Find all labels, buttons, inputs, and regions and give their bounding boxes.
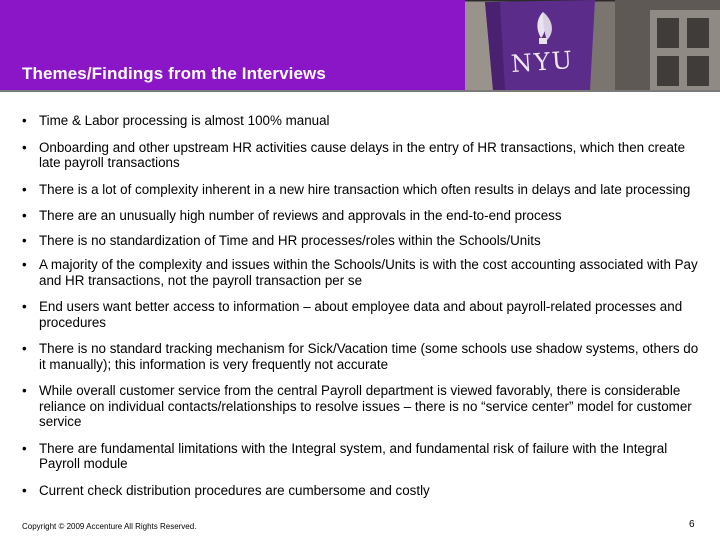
bullet-text: Current check distribution procedures are cumbersome and costly	[39, 482, 430, 498]
bullet-dot: •	[22, 139, 27, 155]
bullet-dot: •	[22, 232, 27, 248]
bullet-dot: •	[22, 181, 27, 197]
bullet-text: Onboarding and other upstream HR activities cause delays in the entry of HR transactions, which then create late payroll transactions	[39, 139, 686, 170]
bullet-text: End users want better access to information – about employee data and about payroll-related processes and procedures	[39, 299, 683, 330]
title-banner	[0, 0, 465, 90]
flag-text: NYU	[510, 45, 575, 79]
page-number: 6	[689, 519, 695, 530]
nyu-flag-photo	[465, 0, 720, 90]
bullet-dot: •	[22, 257, 27, 272]
bullet-item	[22, 441, 702, 472]
bullet-dot: •	[22, 208, 27, 223]
bullet-item	[22, 113, 702, 129]
bullet-text: A majority of the complexity and issues within the Schools/Units is with the cost accounting associated with Pay and HR transactions, not the payroll transaction per se	[39, 257, 698, 288]
nyu-flag-illustration	[465, 0, 720, 90]
bullet-dot: •	[22, 440, 27, 456]
bullet-text: There is no standardization of Time and HR processes/roles within the Schools/Units	[39, 232, 541, 248]
bullet-text: While overall customer service from the central Payroll department is viewed favorably, there is considerable reliance on individual contacts/relationships to resolve issues – there is no “service center” model for customer service	[39, 383, 692, 429]
bullet-dot: •	[22, 482, 27, 498]
bullet-dot: •	[22, 299, 27, 314]
bullet-text: Time & Labor processing is almost 100% manual	[39, 113, 330, 128]
bullet-text: There are fundamental limitations with the Integral system, and fundamental risk of failure with the Integral Payroll module	[39, 440, 668, 471]
bullet-item	[22, 182, 702, 198]
bullet-item	[22, 208, 702, 224]
bullet-item	[22, 299, 702, 330]
bullet-item	[22, 483, 702, 499]
slide-title: Themes/Findings from the Interviews	[22, 64, 326, 83]
bullet-dot: •	[22, 383, 27, 398]
bullet-text: There is no standard tracking mechanism for Sick/Vacation time (some schools use shadow systems, others do it manually); this information is very frequently not accurate	[39, 341, 699, 372]
bullet-list	[22, 113, 702, 498]
bullet-item	[22, 341, 702, 372]
bullet-item	[22, 383, 702, 430]
copyright-footer: Copyright © 2009 Accenture All Rights Reserved.	[22, 522, 197, 531]
bullet-item	[22, 140, 702, 171]
bullet-text: There is a lot of complexity inherent in a new hire transaction which often results in delays and late processing	[39, 181, 691, 197]
bullet-text: There are an unusually high number of reviews and approvals in the end-to-end process	[39, 208, 562, 223]
bullet-item	[22, 233, 702, 249]
bullet-dot: •	[22, 341, 27, 356]
bullet-dot: •	[22, 113, 27, 128]
header-divider	[0, 90, 720, 92]
bullet-item	[22, 257, 702, 288]
